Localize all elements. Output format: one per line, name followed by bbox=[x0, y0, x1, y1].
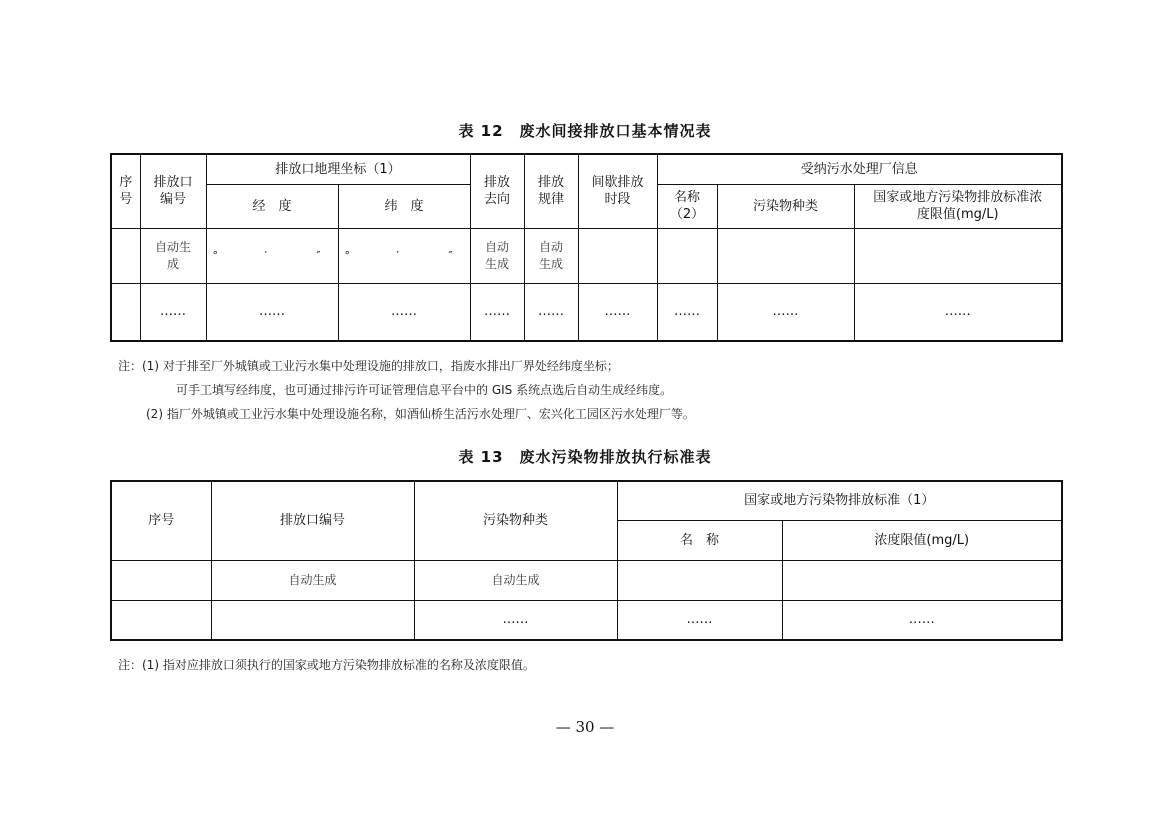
ellipsis-cell: …… bbox=[140, 283, 206, 341]
cell-latitude bbox=[338, 228, 470, 283]
second-mark: ″ bbox=[448, 248, 453, 262]
ellipsis-cell: …… bbox=[414, 600, 617, 640]
header-concentration-limit: 浓度限值(mg/L) bbox=[782, 520, 1062, 560]
cell-pollutant bbox=[717, 228, 854, 283]
cell-outlet-no bbox=[211, 600, 414, 640]
header-geo-coords: 排放口地理坐标（1） bbox=[206, 154, 470, 184]
table12-note-2: (2) 指厂外城镇或工业污水集中处理设施名称，如酒仙桥生活污水处理厂、宏兴化工园区污水处理厂等。 bbox=[146, 407, 695, 421]
cell-pollutant: 自动生成 bbox=[414, 560, 617, 600]
ellipsis-cell: …… bbox=[338, 283, 470, 341]
table-row bbox=[111, 283, 1062, 341]
header-emission-standard: 国家或地方污染物排放标准（1） bbox=[617, 481, 1062, 520]
header-longitude: 经 度 bbox=[206, 184, 338, 228]
minute-mark: ′ bbox=[264, 248, 267, 262]
header-plant-name: 名称（2） bbox=[657, 184, 717, 228]
header-standard-name: 名 称 bbox=[617, 520, 782, 560]
table12-note-1: 注：(1) 对于排至厂外城镇或工业污水集中处理设施的排放口，指废水排出厂界处经纬度坐标； bbox=[118, 359, 619, 373]
header-intermittent: 间歇排放时段 bbox=[578, 154, 657, 228]
cell-longitude bbox=[206, 228, 338, 283]
table-row bbox=[111, 560, 1062, 600]
cell-standard-name bbox=[617, 560, 782, 600]
ellipsis-cell: …… bbox=[617, 600, 782, 640]
cell-seq bbox=[111, 283, 140, 341]
ellipsis-cell: …… bbox=[717, 283, 854, 341]
header-receiving-plant: 受纳污水处理厂信息 bbox=[657, 154, 1062, 184]
table12-caption: 表 12 废水间接排放口基本情况表 bbox=[458, 122, 712, 140]
header-pollutant: 污染物种类 bbox=[717, 184, 854, 228]
cell-seq bbox=[111, 600, 211, 640]
table13-caption: 表 13 废水污染物排放执行标准表 bbox=[458, 448, 712, 466]
header-seq: 序号 bbox=[111, 481, 211, 560]
table-12 bbox=[110, 153, 1063, 342]
header-pollutant: 污染物种类 bbox=[414, 481, 617, 560]
cell-seq bbox=[111, 228, 140, 283]
ellipsis-cell: …… bbox=[206, 283, 338, 341]
table-row bbox=[111, 228, 1062, 283]
cell-intermittent bbox=[578, 228, 657, 283]
table-13 bbox=[110, 480, 1063, 641]
header-outlet-no: 排放口编号 bbox=[211, 481, 414, 560]
ellipsis-cell: …… bbox=[854, 283, 1062, 341]
header-outlet-no: 排放口编号 bbox=[140, 154, 206, 228]
table-row bbox=[111, 600, 1062, 640]
cell-standard-limit bbox=[854, 228, 1062, 283]
cell-pattern: 自动生成 bbox=[524, 228, 578, 283]
ellipsis-cell: …… bbox=[782, 600, 1062, 640]
cell-plant-name bbox=[657, 228, 717, 283]
minute-mark: ′ bbox=[396, 248, 399, 262]
header-seq: 序号 bbox=[111, 154, 140, 228]
header-destination: 排放去向 bbox=[470, 154, 524, 228]
ellipsis-cell: …… bbox=[524, 283, 578, 341]
header-latitude: 纬 度 bbox=[338, 184, 470, 228]
cell-concentration-limit bbox=[782, 560, 1062, 600]
cell-seq bbox=[111, 560, 211, 600]
table12-note-1-continued: 可手工填写经纬度，也可通过排污许可证管理信息平台中的 GIS 系统点选后自动生成经纬度。 bbox=[176, 383, 673, 397]
ellipsis-cell: …… bbox=[657, 283, 717, 341]
cell-outlet-no: 自动生成 bbox=[140, 228, 206, 283]
header-standard-limit: 国家或地方污染物排放标准浓度限值(mg/L) bbox=[854, 184, 1062, 228]
degree-mark: ° bbox=[344, 248, 350, 262]
page-number: — 30 — bbox=[555, 718, 615, 736]
ellipsis-cell: …… bbox=[578, 283, 657, 341]
second-mark: ″ bbox=[316, 248, 321, 262]
table13-note-1: 注：(1) 指对应排放口须执行的国家或地方污染物排放标准的名称及浓度限值。 bbox=[118, 658, 535, 672]
cell-outlet-no: 自动生成 bbox=[211, 560, 414, 600]
header-pattern: 排放规律 bbox=[524, 154, 578, 228]
ellipsis-cell: …… bbox=[470, 283, 524, 341]
degree-mark: ° bbox=[212, 248, 218, 262]
cell-destination: 自动生成 bbox=[470, 228, 524, 283]
